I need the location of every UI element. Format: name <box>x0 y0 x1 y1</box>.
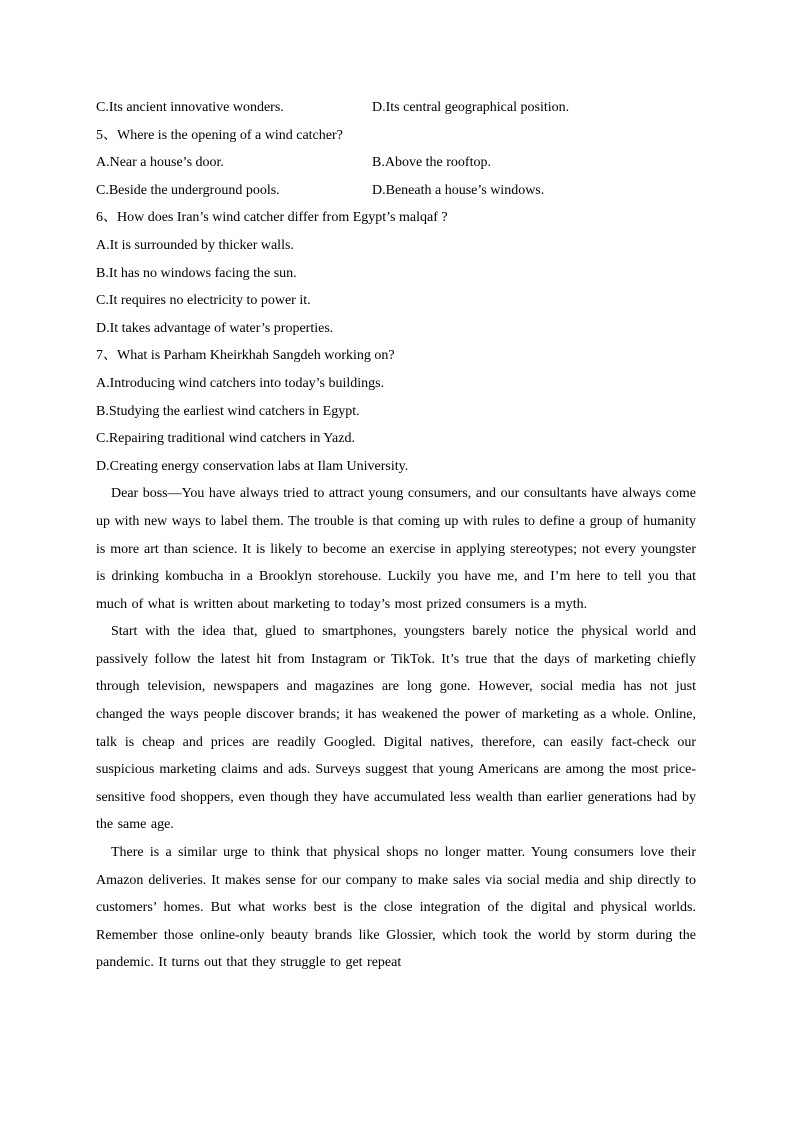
question-6-option-b: B.It has no windows facing the sun. <box>96 265 297 281</box>
question-5-stem: 5、Where is the opening of a wind catcher? <box>96 127 343 143</box>
question-7-option-c: C.Repairing traditional wind catchers in Yazd. <box>96 431 355 447</box>
document-content <box>96 94 696 977</box>
question-4-option-c: C.Its ancient innovative wonders. <box>96 100 284 115</box>
question-6-option-d: D.It takes advantage of water’s properties. <box>96 320 334 336</box>
question-7-option-d: D.Creating energy conservation labs at Ilam University. <box>96 458 409 474</box>
question-7-stem: 7、What is Parham Kheirkhah Sangdeh working on? <box>96 348 395 364</box>
question-5-option-d: D.Beneath a house’s windows. <box>372 182 545 198</box>
question-5-options-ab <box>96 149 696 177</box>
question-7-option-b: B.Studying the earliest wind catchers in Egypt. <box>96 403 360 419</box>
question-5-option-c: C.Beside the underground pools. <box>96 182 280 198</box>
question-5-option-a: A.Near a house’s door. <box>96 155 224 171</box>
passage-paragraph-3: There is a similar urge to think that physical shops no longer matter. Young consumers love their Amazon deliveries. It makes sense for our company to make sales via social media and ship directly to customers’ homes. But what works best is the close integration of the digital and physical worlds. Remember those online-only beauty brands like Glossier, which took the world by storm during the pandemic. It turns out that they struggle to get repeat <box>96 845 696 971</box>
question-5-option-b: B.Above the rooftop. <box>372 155 491 171</box>
question-6-stem: 6、How does Iran’s wind catcher differ from Egypt’s malqaf ? <box>96 210 448 226</box>
question-6-option-c: C.It requires no electricity to power it. <box>96 293 311 309</box>
passage-paragraph-1: Dear boss—You have always tried to attract young consumers, and our consultants have always come up with new ways to label them. The trouble is that coming up with rules to define a group of humanity is more art than science. It is likely to become an exercise in applying stereotypes; not every youngster is drinking kombucha in a Brooklyn storehouse. Luckily you have me, and I’m here to tell you that much of what is written about marketing to today’s most prized consumers is a myth. <box>96 486 696 612</box>
question-7-option-a: A.Introducing wind catchers into today’s buildings. <box>96 375 385 391</box>
passage-paragraph-2: Start with the idea that, glued to smartphones, youngsters barely notice the physical world and passively follow the latest hit from Instagram or TikTok. It’s true that the days of marketing chiefly through television, newspapers and magazines are long gone. However, social media has not just changed the ways people discover brands; it has weakened the power of marketing as a whole. Online, talk is cheap and prices are readily Googled. Digital natives, therefore, can easily fact-check our suspicious marketing claims and ads. Surveys suggest that young Americans are among the most price-sensitive food shoppers, even though they have accumulated less wealth than earlier generations had by the same age. <box>96 624 696 833</box>
question-5-options-cd <box>96 177 696 205</box>
question-4-options-cd <box>96 94 696 122</box>
question-6-option-a: A.It is surrounded by thicker walls. <box>96 237 294 253</box>
question-4-option-d: D.Its central geographical position. <box>372 100 570 115</box>
